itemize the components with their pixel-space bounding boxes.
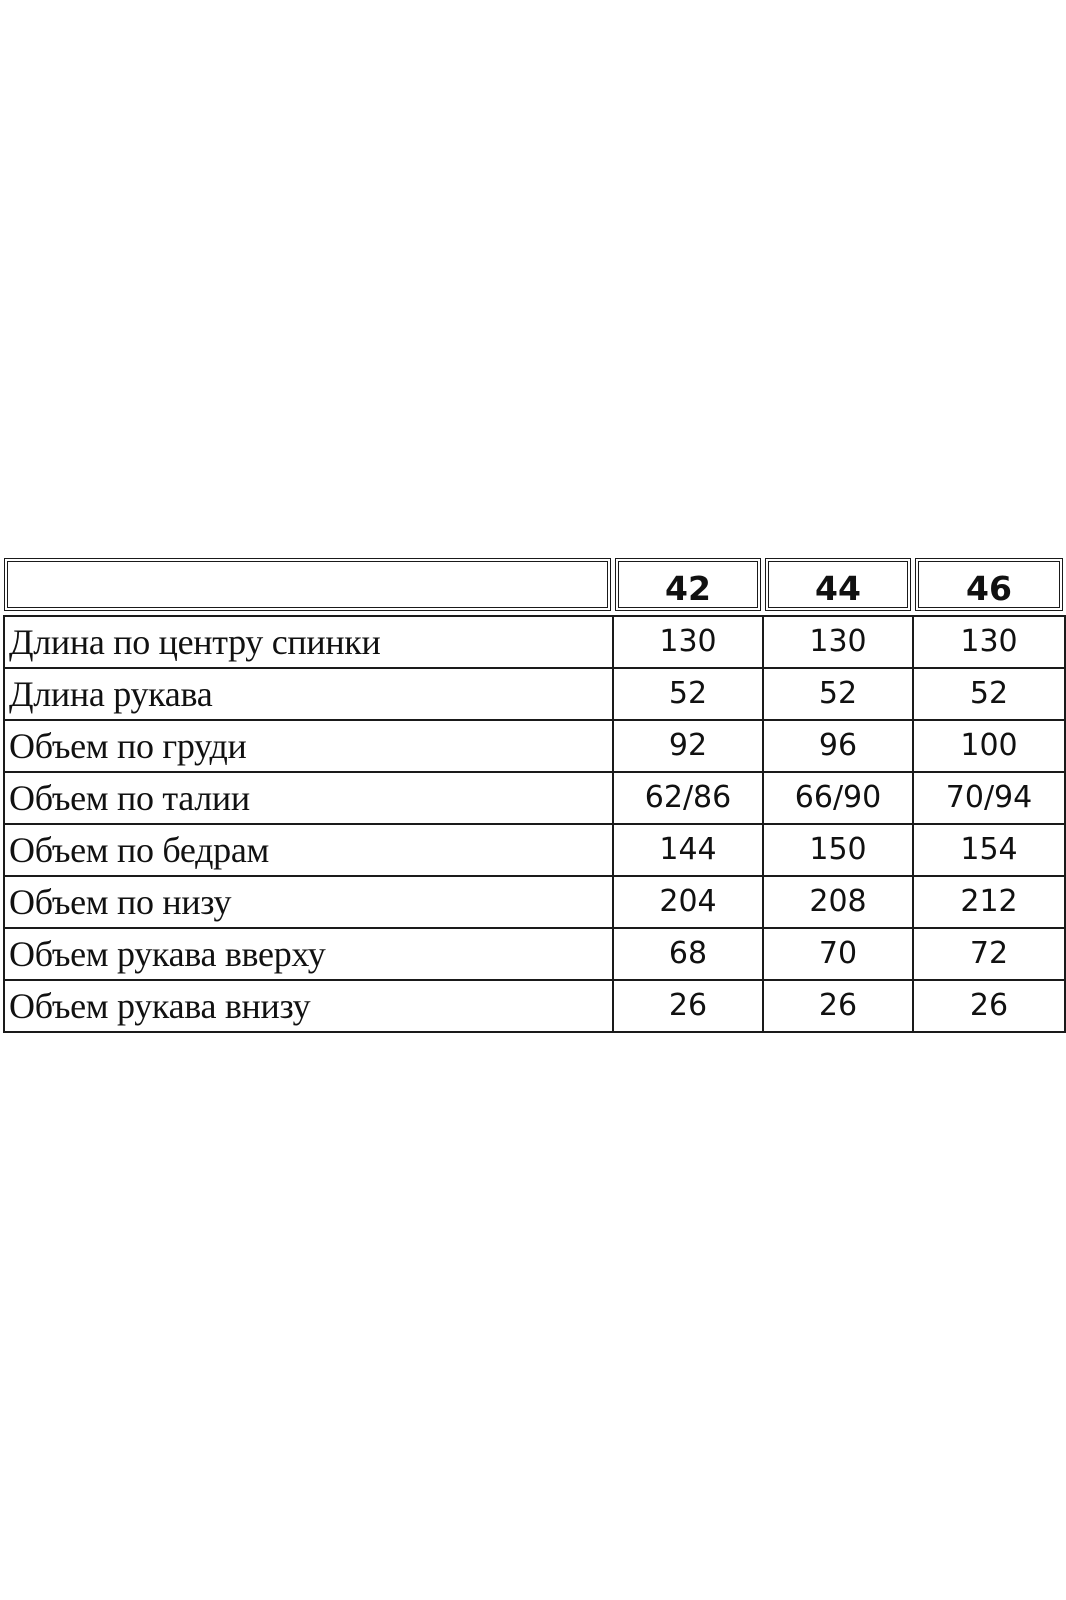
table-row (4, 824, 1065, 876)
header-size-44: 44 (765, 558, 911, 611)
header-size-cell (913, 556, 1065, 616)
table-header-row (4, 556, 1065, 616)
row-value: 26 (913, 980, 1065, 1032)
row-label: Объем по груди (4, 720, 613, 772)
row-value: 70/94 (913, 772, 1065, 824)
size-chart-table (3, 556, 1066, 1033)
row-value: 204 (613, 876, 763, 928)
row-label: Объем рукава вверху (4, 928, 613, 980)
header-size-42: 42 (615, 558, 761, 611)
row-value: 66/90 (763, 772, 913, 824)
row-value: 208 (763, 876, 913, 928)
row-value: 52 (763, 668, 913, 720)
row-value: 26 (763, 980, 913, 1032)
header-size-46: 46 (915, 558, 1063, 611)
header-corner-box (4, 558, 611, 611)
row-value: 62/86 (613, 772, 763, 824)
row-label: Длина рукава (4, 668, 613, 720)
table-row (4, 772, 1065, 824)
row-label: Длина по центру спинки (4, 616, 613, 668)
row-label: Объем по талии (4, 772, 613, 824)
table-row (4, 980, 1065, 1032)
row-value: 96 (763, 720, 913, 772)
row-value: 26 (613, 980, 763, 1032)
row-value: 150 (763, 824, 913, 876)
row-value: 92 (613, 720, 763, 772)
row-value: 130 (763, 616, 913, 668)
table-row (4, 720, 1065, 772)
table-row (4, 616, 1065, 668)
row-label: Объем по бедрам (4, 824, 613, 876)
table-row (4, 668, 1065, 720)
row-value: 52 (913, 668, 1065, 720)
header-size-cell (613, 556, 763, 616)
row-value: 52 (613, 668, 763, 720)
row-value: 212 (913, 876, 1065, 928)
row-value: 100 (913, 720, 1065, 772)
row-value: 144 (613, 824, 763, 876)
table-row (4, 876, 1065, 928)
row-value: 130 (913, 616, 1065, 668)
row-value: 154 (913, 824, 1065, 876)
header-size-cell (763, 556, 913, 616)
row-value: 130 (613, 616, 763, 668)
row-value: 70 (763, 928, 913, 980)
row-value: 72 (913, 928, 1065, 980)
row-value: 68 (613, 928, 763, 980)
row-label: Объем рукава внизу (4, 980, 613, 1032)
row-label: Объем по низу (4, 876, 613, 928)
table-row (4, 928, 1065, 980)
header-corner-cell (4, 556, 613, 616)
